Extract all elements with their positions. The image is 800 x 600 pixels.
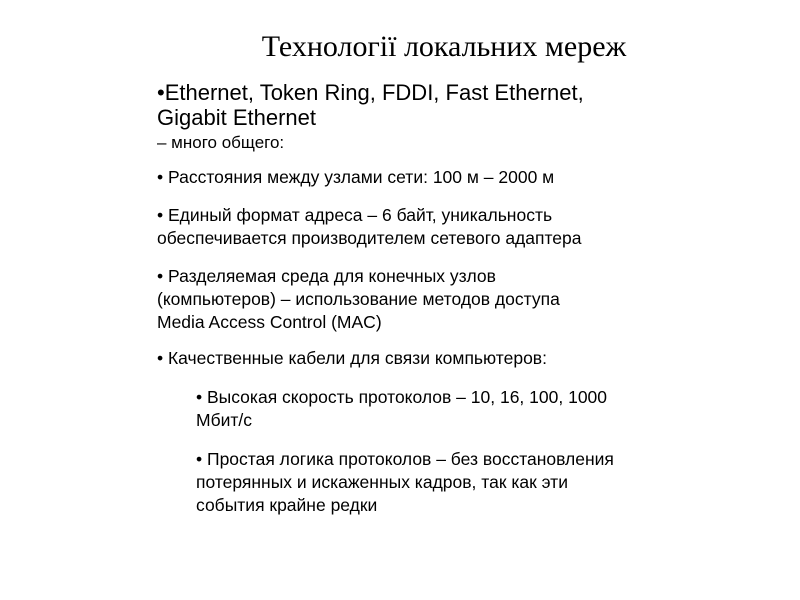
bullet-line: Media Access Control (MAC) [157, 312, 382, 332]
bullet-line: • Качественные кабели для связи компьютеров: [157, 348, 547, 368]
sub-bullet-line: • Высокая скорость протоколов – 10, 16, 100, 1000 [196, 387, 608, 407]
sub-bullet-line: потерянных и искаженных кадров, так как эти [196, 472, 568, 492]
bullet-distance [157, 166, 757, 189]
slide-title: Технології локальних мереж [261, 30, 627, 63]
bullet-quality-cables [157, 347, 757, 370]
sub-bullet-line: события крайне редки [196, 495, 378, 515]
bullet-line: (компьютеров) – использование методов доступа [157, 289, 560, 309]
sub-bullet-high-speed [196, 386, 757, 432]
bullet-line: • Разделяемая среда для конечных узлов [157, 266, 496, 286]
lead-line-1: •Ethernet, Token Ring, FDDI, Fast Ethernet, [157, 80, 584, 105]
sub-bullet-line: Мбит/с [196, 410, 253, 430]
slide-body [157, 80, 757, 517]
bullet-line: • Единый формат адреса – 6 байт, уникальность [157, 205, 553, 225]
bullet-line: обеспечивается производителем сетевого адаптера [157, 228, 582, 248]
lead-paragraph [157, 80, 757, 153]
sub-bullet-line: • Простая логика протоколов – без восстановления [196, 449, 614, 469]
bullet-shared-medium [157, 265, 757, 334]
bullet-address-format [157, 204, 757, 250]
lead-line-3: – много общего: [157, 133, 285, 152]
lead-line-2: Gigabit Ethernet [157, 105, 316, 130]
sub-bullet-simple-logic [196, 448, 757, 517]
bullet-line: • Расстояния между узлами сети: 100 м – 2000 м [157, 167, 555, 187]
